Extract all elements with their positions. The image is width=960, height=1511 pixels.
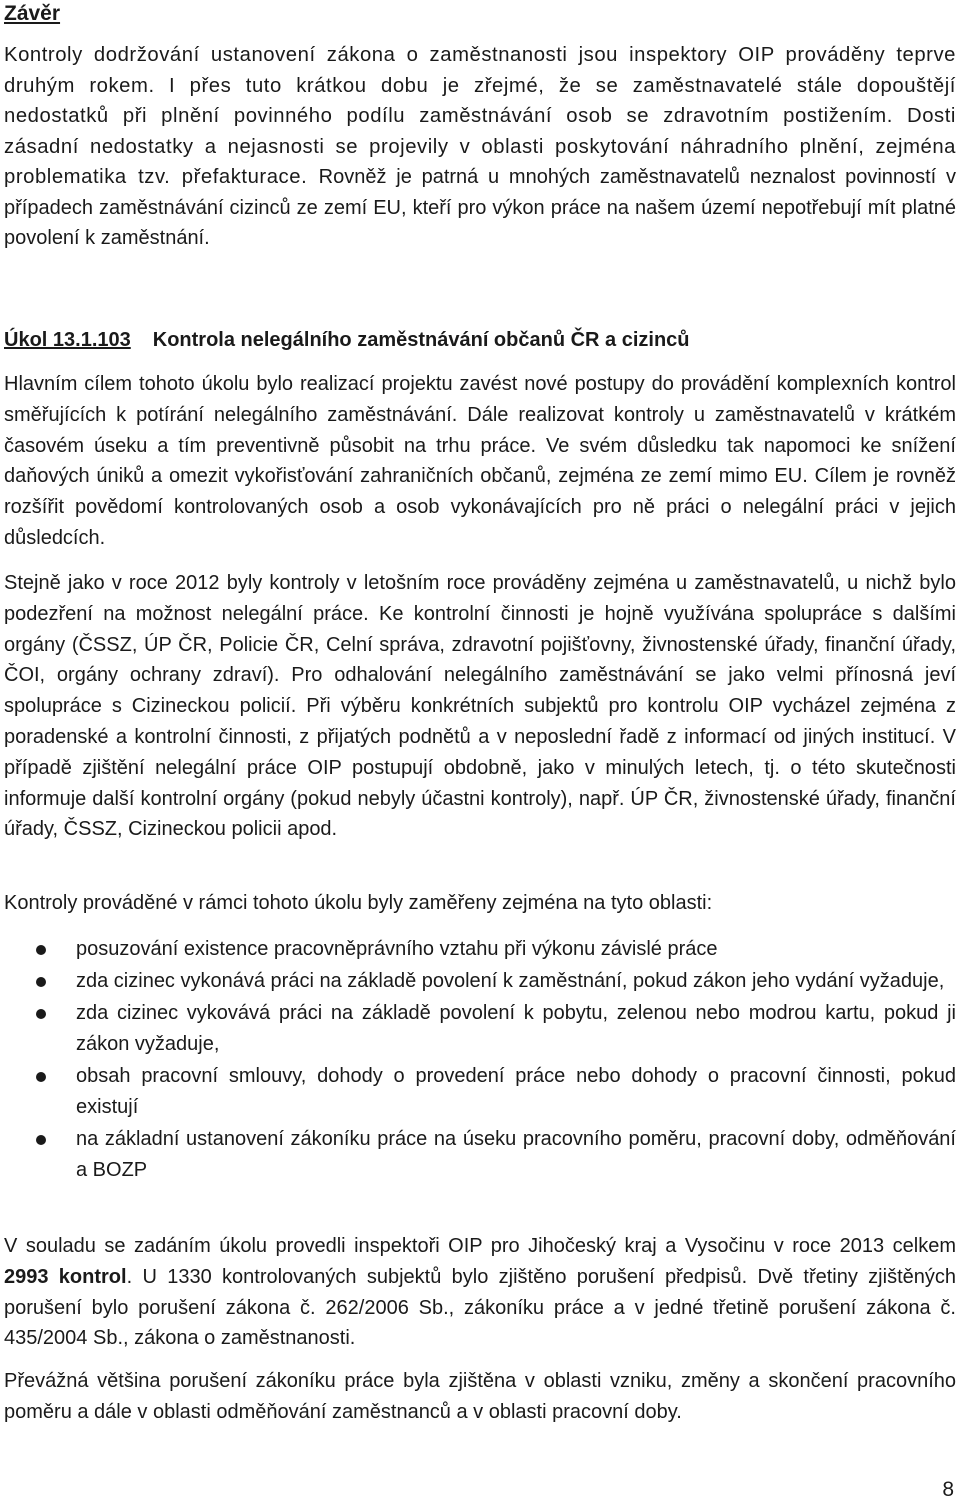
cooperation-paragraph-block	[4, 568, 956, 845]
bullet-icon	[36, 1135, 46, 1145]
focus-areas-list	[4, 934, 956, 1186]
results-text-start: V souladu se zadáním úkolu provedli inspektoři OIP pro Jihočeský kraj a Vysočinu v roce 2013 celkem	[4, 1235, 956, 1257]
list-item	[4, 934, 956, 965]
conclusion-paragraph	[4, 40, 956, 254]
list-item-text: posuzování existence pracovněprávního vztahu při výkonu závislé práce	[76, 938, 718, 960]
conclusion-paragraph-tail: Rovněž je patrná u mnohých zaměstnavatelů neznalost povinností v případech zaměstnávání cizinců ze zemí EU, kteří pro výkon práce na našem území nepotřebují mít platné povolení k zaměstnání.	[4, 166, 957, 249]
list-intro-block	[4, 888, 956, 919]
bullet-icon	[36, 1072, 46, 1082]
conclusion-paragraph-text: Kontroly dodržování ustanovení zákona o zaměstnanosti jsou inspektory OIP prováděny teprve druhým rokem. I přes tuto krátkou dobu je zřejmé, že se zaměstnavatelé stále dopouštějí nedostatků při plnění povinného podílu zaměstnávání osob se zdravotním postižením. Dosti zásadní nedostatky a nejasnosti se projevily v oblasti poskytování náhradního plnění, zejména problematika tzv. přefakturace.	[4, 44, 956, 188]
list-item	[4, 998, 956, 1060]
final-paragraph: Převážná většina porušení zákoníku práce byla zjištěna v oblasti vzniku, změny a skončení pracovního poměru a dále v oblasti odměňování zaměstnanců a v oblasti pracovní doby.	[4, 1370, 956, 1423]
task-heading-block	[4, 326, 956, 354]
bullet-icon	[36, 1009, 46, 1019]
focus-areas-list-block	[4, 934, 956, 1187]
page-number: 8	[942, 1478, 954, 1501]
list-item	[4, 1124, 956, 1186]
results-total-controls: 2993 kontrol	[4, 1265, 127, 1288]
list-item	[4, 966, 956, 997]
task-heading	[4, 326, 956, 354]
list-item-text: na základní ustanovení zákoníku práce na úseku pracovního poměru, pracovní doby, odměňování a BOZP	[76, 1128, 956, 1181]
results-paragraph	[4, 1231, 956, 1354]
section-heading-conclusion: Závěr	[4, 2, 61, 25]
task-code: Úkol 13.1.103	[4, 329, 131, 351]
list-item	[4, 1061, 956, 1123]
list-item-text: zda cizinec vykonává práci na základě povolení k zaměstnání, pokud zákon jeho vydání vyžaduje,	[76, 970, 945, 992]
list-intro: Kontroly prováděné v rámci tohoto úkolu byly zaměřeny zejména na tyto oblasti:	[4, 892, 713, 914]
conclusion-paragraph-block	[4, 40, 956, 254]
final-paragraph-block	[4, 1366, 956, 1428]
list-item-text: obsah pracovní smlouvy, dohody o provedení práce nebo dohody o pracovní činnosti, pokud existují	[76, 1065, 956, 1118]
bullet-icon	[36, 977, 46, 987]
list-item-text: zda cizinec vykovává práci na základě povolení k pobytu, zelenou nebo modrou kartu, pokud ji zákon vyžaduje,	[76, 1002, 956, 1055]
cooperation-paragraph: Stejně jako v roce 2012 byly kontroly v letošním roce prováděny zejména u zaměstnavatelů, u nichž bylo podezření na možnost nelegální práce. Ke kontrolní činnosti je hojně využívána spolupráce s dalšími orgány (ČSSZ, ÚP ČR, Policie ČR, Celní správa, zdravotní pojišťovny, živnostenské úřady, finanční úřady, ČOI, orgány ochrany zdraví). Pro odhalování nelegálního zaměstnávání se jako velmi přínosná jeví spolupráce s Cizineckou policií. Při výběru konkrétních subjektů pro kontrolu OIP vycházel zejména z poradenské a kontrolní činnosti, z přijatých podnětů a v neposlední řadě z informací od jiných institucí. V případě zjištění nelegální práce OIP postupují obdobně, jako v minulých letech, tj. o této skutečnosti informuje další kontrolní orgány (pokud nebyly účastni kontroly), např. ÚP ČR, živnostenské úřady, finanční úřady, ČSSZ, Cizineckou policii apod.	[4, 572, 956, 841]
results-text-end: . U 1330 kontrolovaných subjektů bylo zjištěno porušení předpisů. Dvě třetiny zjištěných porušení bylo porušení zákona č. 262/2006 Sb., zákoníku práce a v jedné třetině porušení zákona č. 435/2004 Sb., zákona o zaměstnanosti.	[4, 1265, 956, 1350]
goal-paragraph-block	[4, 369, 956, 554]
results-paragraph-block	[4, 1231, 956, 1354]
task-title: Kontrola nelegálního zaměstnávání občanů ČR a cizinců	[152, 329, 690, 351]
goal-paragraph: Hlavním cílem tohoto úkolu bylo realizací projektu zavést nové postupy do provádění komplexních kontrol směřujících k potírání nelegálního zaměstnávání. Dále realizovat kontroly u zaměstnavatelů v krátkém časovém úseku a tím preventivně působit na trhu práce. Ve svém důsledku tak napomoci ke snížení daňových úniků a omezit vykořisťování zahraničních občanů, zejména ze zemí mimo EU. Cílem je rovněž rozšířit povědomí kontrolovaných osob a osob vykonávajících pro ně práci o nelegální práci v jejich důsledcích.	[4, 373, 956, 549]
bullet-icon	[36, 945, 46, 955]
